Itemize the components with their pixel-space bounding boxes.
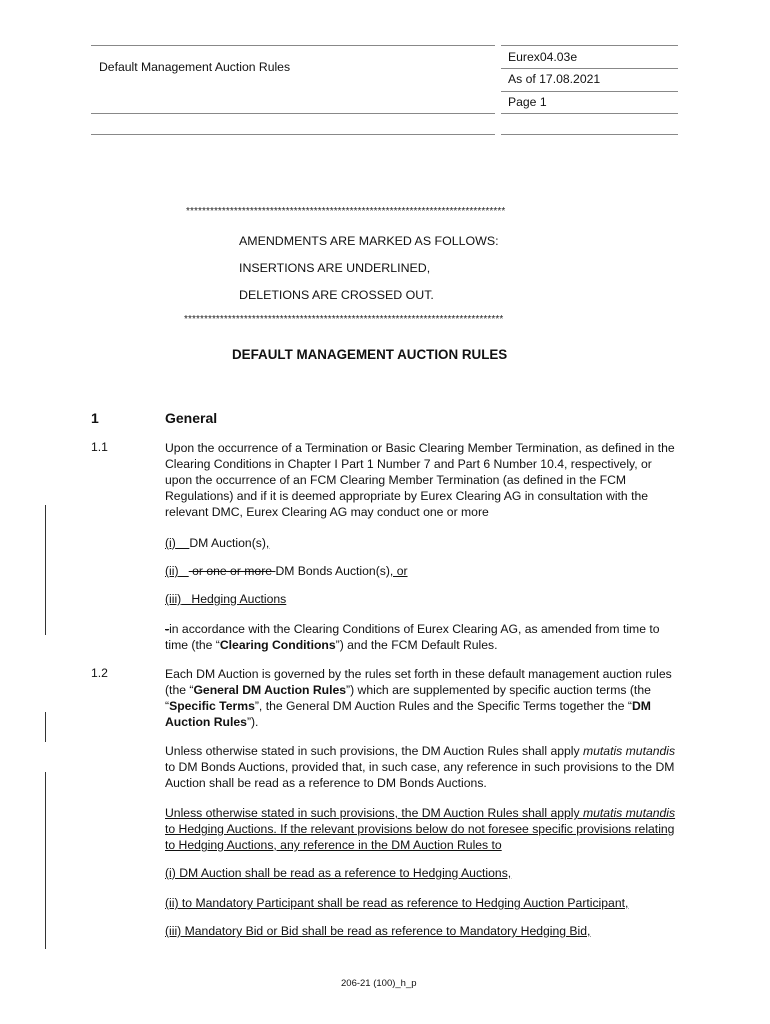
hedging-reference-ii: (ii) to Mandatory Participant shall be read as reference to Hedging Auction Participant, — [165, 896, 629, 910]
list-item-ii-text: DM Bonds Auction(s) — [275, 564, 390, 578]
defined-term-clearing-conditions: Clearing Conditions — [219, 638, 336, 652]
para-1-1-continuation: -in accordance with the Clearing Conditions of Eurex Clearing AG, as amended from time to time (the “Clearing Conditions”) and the FCM Default Rules. — [165, 622, 660, 652]
list-item-i-label: (i) — [165, 536, 176, 550]
notice-stars-top: ******************************************************************************** — [186, 206, 506, 217]
hedging-reference-i: (i) DM Auction shall be read as a reference to Hedging Auctions, — [165, 866, 512, 880]
document-title: DEFAULT MANAGEMENT AUCTION RULES — [232, 347, 508, 362]
header-rule-bottom-right — [501, 134, 678, 135]
deleted-dash: - — [165, 622, 170, 636]
header-doc-title: Default Management Auction Rules — [99, 60, 291, 74]
list-item-ii-insertion: , or — [389, 564, 408, 578]
list-item-i-insertion: , — [265, 536, 270, 550]
header-rule-bottom-left — [91, 134, 495, 135]
para-number-1-2: 1.2 — [91, 666, 108, 680]
hedging-reference-iii: (iii) Mandatory Bid or Bid shall be read as reference to Mandatory Hedging Bid, — [165, 924, 591, 938]
list-item-ii-deletion: or one or more — [192, 564, 273, 578]
defined-term-general-dm-auction-rules: General DM Auction Rules — [193, 683, 347, 697]
notice-line-2: INSERTIONS ARE UNDERLINED, — [239, 261, 431, 275]
notice-line-3: DELETIONS ARE CROSSED OUT. — [239, 288, 434, 302]
para-1-2-text: Each DM Auction is governed by the rules set forth in these default management auction rules (the “General DM Auction Rules”) which are supplemented by specific auction terms (the “Specific Terms”, the General DM Auction Rules and the Specific Terms together the “DM Auction Rules”). — [165, 667, 672, 729]
list-item-ii — [165, 564, 408, 578]
list-item-iii-label: (iii) — [165, 592, 182, 606]
change-bar-1 — [45, 505, 46, 635]
para-1-1-text: Upon the occurrence of a Termination or Basic Clearing Member Termination, as defined in the Clearing Conditions in Chapter I Part 1 Number 7 and Part 6 Number 10.4, respectively, or upon the occurrence of an FCM Clearing Member Termination (as defined in the FCM Regulations) and if it is deemed appropriate by Eurex Clearing AG in consultation with the relevant DMC, Eurex Clearing AG may conduct one or more — [165, 441, 675, 519]
change-bar-2 — [45, 712, 46, 742]
defined-term-specific-terms: Specific Terms — [169, 699, 255, 713]
header-rule-top-right — [501, 45, 678, 46]
defined-term-dm-auction-rules: DM Auction Rules — [165, 699, 651, 729]
list-item-i — [165, 536, 269, 550]
para-1-2-hedging-insertion: Unless otherwise stated in such provisions, the DM Auction Rules shall apply mutatis mutandis to Hedging Auctions. If the relevant provisions below do not foresee specific provisions relating to Hedging Auctions, any reference in the DM Auction Rules to — [165, 806, 676, 852]
section-heading: General — [165, 410, 218, 426]
list-item-iii — [165, 592, 286, 606]
header-rule-right-2 — [501, 91, 678, 92]
para-1-2-bonds: Unless otherwise stated in such provisions, the DM Auction Rules shall apply mutatis mutandis to DM Bonds Auctions, provided that, in such case, any reference in such provisions to the DM Auction shall be read as a reference to DM Bonds Auctions. — [165, 744, 676, 790]
header-rule-mid-right — [501, 113, 678, 114]
section-number: 1 — [91, 410, 99, 426]
header-rule-mid-left — [91, 113, 495, 114]
header-page: Page 1 — [508, 95, 547, 109]
header-as-of: As of 17.08.2021 — [508, 72, 601, 86]
notice-stars-bottom: ******************************************************************************** — [184, 314, 504, 325]
header-doc-id: Eurex04.03e — [508, 50, 578, 64]
list-item-i-text: DM Auction(s) — [189, 536, 266, 550]
header-rule-top-left — [91, 45, 495, 46]
notice-line-1: AMENDMENTS ARE MARKED AS FOLLOWS: — [239, 234, 499, 248]
change-bar-3 — [45, 772, 46, 949]
header-rule-right-1 — [501, 68, 678, 69]
list-item-iii-text: Hedging Auctions — [191, 592, 287, 606]
list-item-ii-label: (ii) — [165, 564, 179, 578]
footer-code: 206-21 (100)_h_p — [341, 978, 417, 989]
para-number-1-1: 1.1 — [91, 440, 108, 454]
